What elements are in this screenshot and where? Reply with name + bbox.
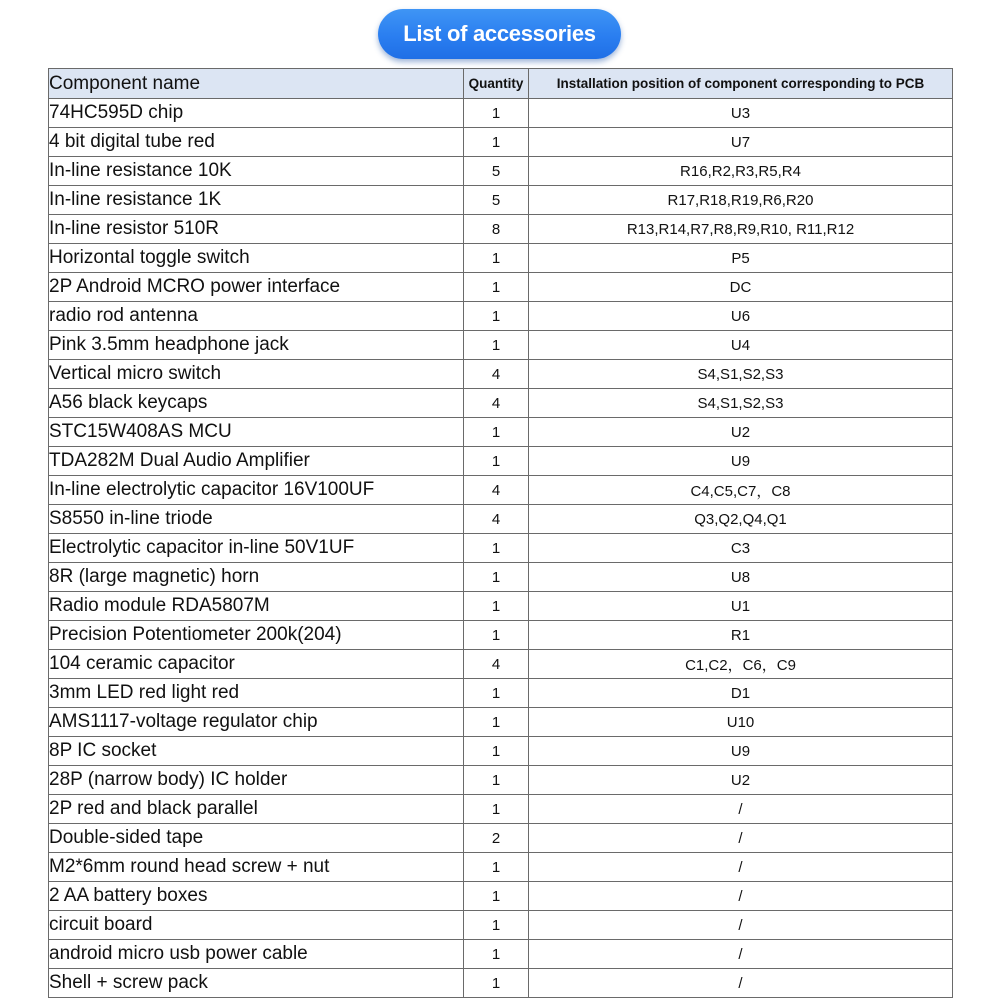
- quantity-cell: 1: [464, 708, 529, 737]
- component-name-cell: 4 bit digital tube red: [49, 128, 464, 157]
- component-name-cell: Precision Potentiometer 200k(204): [49, 621, 464, 650]
- component-name-cell: A56 black keycaps: [49, 389, 464, 418]
- quantity-cell: 1: [464, 911, 529, 940]
- position-cell: P5: [529, 244, 953, 273]
- table-row: [49, 302, 953, 331]
- position-cell: U7: [529, 128, 953, 157]
- component-name-cell: In-line resistance 10K: [49, 157, 464, 186]
- quantity-cell: 1: [464, 331, 529, 360]
- quantity-cell: 2: [464, 824, 529, 853]
- position-cell: U3: [529, 99, 953, 128]
- quantity-cell: 1: [464, 244, 529, 273]
- position-cell: /: [529, 911, 953, 940]
- position-cell: C3: [529, 534, 953, 563]
- quantity-cell: 1: [464, 563, 529, 592]
- quantity-cell: 1: [464, 534, 529, 563]
- table-row: [49, 215, 953, 244]
- position-cell: U2: [529, 766, 953, 795]
- position-cell: U10: [529, 708, 953, 737]
- quantity-cell: 1: [464, 795, 529, 824]
- position-cell: C1,C2，C6，C9: [529, 650, 953, 679]
- page-title: List of accessories: [378, 9, 621, 59]
- quantity-cell: 4: [464, 389, 529, 418]
- position-cell: R1: [529, 621, 953, 650]
- component-name-cell: M2*6mm round head screw + nut: [49, 853, 464, 882]
- quantity-cell: 4: [464, 360, 529, 389]
- component-name-cell: In-line resistance 1K: [49, 186, 464, 215]
- position-cell: /: [529, 824, 953, 853]
- position-cell: S4,S1,S2,S3: [529, 389, 953, 418]
- table-row: [49, 679, 953, 708]
- table-row: [49, 592, 953, 621]
- table-row: [49, 186, 953, 215]
- position-cell: /: [529, 853, 953, 882]
- component-name-cell: Horizontal toggle switch: [49, 244, 464, 273]
- component-name-cell: AMS1117-voltage regulator chip: [49, 708, 464, 737]
- component-name-cell: In-line electrolytic capacitor 16V100UF: [49, 476, 464, 505]
- header-installation-position: Installation position of component corresponding to PCB: [529, 69, 953, 99]
- table-row: [49, 534, 953, 563]
- table-row: [49, 157, 953, 186]
- table-row: [49, 418, 953, 447]
- table-row: [49, 766, 953, 795]
- component-name-cell: S8550 in-line triode: [49, 505, 464, 534]
- component-name-cell: Pink 3.5mm headphone jack: [49, 331, 464, 360]
- quantity-cell: 4: [464, 505, 529, 534]
- quantity-cell: 1: [464, 969, 529, 998]
- component-name-cell: 2 AA battery boxes: [49, 882, 464, 911]
- position-cell: DC: [529, 273, 953, 302]
- position-cell: /: [529, 882, 953, 911]
- position-cell: /: [529, 795, 953, 824]
- component-name-cell: In-line resistor 510R: [49, 215, 464, 244]
- quantity-cell: 1: [464, 447, 529, 476]
- table-row: [49, 708, 953, 737]
- quantity-cell: 1: [464, 853, 529, 882]
- position-cell: R13,R14,R7,R8,R9,R10, R11,R12: [529, 215, 953, 244]
- quantity-cell: 1: [464, 273, 529, 302]
- table-row: [49, 621, 953, 650]
- component-name-cell: Double-sided tape: [49, 824, 464, 853]
- table-row: [49, 331, 953, 360]
- component-name-cell: 8R (large magnetic) horn: [49, 563, 464, 592]
- table-row: [49, 273, 953, 302]
- component-name-cell: Shell + screw pack: [49, 969, 464, 998]
- quantity-cell: 1: [464, 302, 529, 331]
- position-cell: R16,R2,R3,R5,R4: [529, 157, 953, 186]
- component-name-cell: 8P IC socket: [49, 737, 464, 766]
- position-cell: U1: [529, 592, 953, 621]
- quantity-cell: 8: [464, 215, 529, 244]
- header-component-name: Component name: [49, 69, 464, 99]
- quantity-cell: 1: [464, 128, 529, 157]
- table-row: [49, 650, 953, 679]
- table-row: [49, 824, 953, 853]
- table-header-row: [49, 69, 953, 99]
- component-name-cell: Vertical micro switch: [49, 360, 464, 389]
- table-row: [49, 244, 953, 273]
- position-cell: U8: [529, 563, 953, 592]
- position-cell: U4: [529, 331, 953, 360]
- component-name-cell: android micro usb power cable: [49, 940, 464, 969]
- quantity-cell: 1: [464, 418, 529, 447]
- component-name-cell: 104 ceramic capacitor: [49, 650, 464, 679]
- quantity-cell: 1: [464, 99, 529, 128]
- quantity-cell: 5: [464, 186, 529, 215]
- position-cell: Q3,Q2,Q4,Q1: [529, 505, 953, 534]
- quantity-cell: 1: [464, 737, 529, 766]
- position-cell: /: [529, 940, 953, 969]
- position-cell: U2: [529, 418, 953, 447]
- component-name-cell: Electrolytic capacitor in-line 50V1UF: [49, 534, 464, 563]
- quantity-cell: 1: [464, 621, 529, 650]
- table-row: [49, 99, 953, 128]
- table-row: [49, 795, 953, 824]
- component-name-cell: radio rod antenna: [49, 302, 464, 331]
- component-name-cell: STC15W408AS MCU: [49, 418, 464, 447]
- position-cell: U9: [529, 447, 953, 476]
- table-body: [49, 99, 953, 998]
- table-row: [49, 737, 953, 766]
- quantity-cell: 4: [464, 650, 529, 679]
- component-name-cell: circuit board: [49, 911, 464, 940]
- table-row: [49, 911, 953, 940]
- quantity-cell: 5: [464, 157, 529, 186]
- position-cell: R17,R18,R19,R6,R20: [529, 186, 953, 215]
- table-row: [49, 882, 953, 911]
- position-cell: S4,S1,S2,S3: [529, 360, 953, 389]
- component-name-cell: 74HC595D chip: [49, 99, 464, 128]
- position-cell: D1: [529, 679, 953, 708]
- quantity-cell: 1: [464, 679, 529, 708]
- quantity-cell: 1: [464, 940, 529, 969]
- table-row: [49, 447, 953, 476]
- component-name-cell: TDA282M Dual Audio Amplifier: [49, 447, 464, 476]
- component-name-cell: 28P (narrow body) IC holder: [49, 766, 464, 795]
- position-cell: U6: [529, 302, 953, 331]
- component-name-cell: 2P red and black parallel: [49, 795, 464, 824]
- table-row: [49, 360, 953, 389]
- quantity-cell: 4: [464, 476, 529, 505]
- table-row: [49, 389, 953, 418]
- position-cell: C4,C5,C7，C8: [529, 476, 953, 505]
- accessories-table: [48, 68, 953, 998]
- table-row: [49, 940, 953, 969]
- position-cell: /: [529, 969, 953, 998]
- table-row: [49, 563, 953, 592]
- quantity-cell: 1: [464, 882, 529, 911]
- component-name-cell: 2P Android MCRO power interface: [49, 273, 464, 302]
- position-cell: U9: [529, 737, 953, 766]
- component-name-cell: 3mm LED red light red: [49, 679, 464, 708]
- quantity-cell: 1: [464, 766, 529, 795]
- table-row: [49, 128, 953, 157]
- header-quantity: Quantity: [464, 69, 529, 99]
- table-row: [49, 476, 953, 505]
- table-row: [49, 853, 953, 882]
- table-row: [49, 505, 953, 534]
- table-row: [49, 969, 953, 998]
- component-name-cell: Radio module RDA5807M: [49, 592, 464, 621]
- quantity-cell: 1: [464, 592, 529, 621]
